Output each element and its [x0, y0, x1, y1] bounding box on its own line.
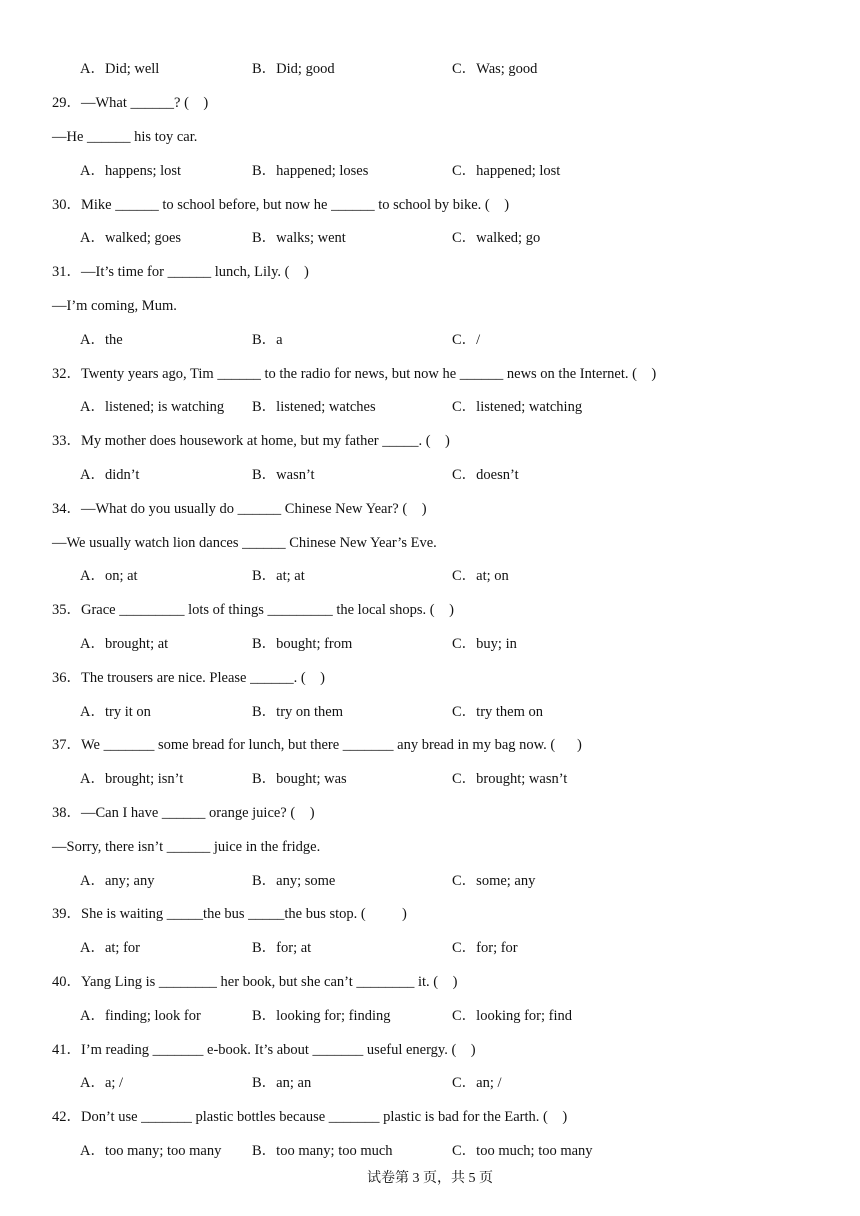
option-a: A．try it on [80, 704, 151, 720]
option-b: B．any; some [252, 873, 336, 889]
option-c: C．doesn’t [452, 467, 519, 483]
question-stem: 31．—It’s time for ______ lunch, Lily. ( ) [52, 264, 309, 280]
option-a: A．walked; goes [80, 230, 182, 246]
question-stem: 33．My mother does housework at home, but my father _____. ( ) [52, 433, 450, 449]
option-b: B．for; at [252, 940, 312, 956]
option-c: C．/ [452, 332, 481, 348]
option-b: B．listened; watches [252, 399, 376, 415]
option-a: A．listened; is watching [80, 399, 225, 415]
option-c: C．for; for [452, 940, 518, 956]
page-footer: 试卷第 3 页，共 5 页 [367, 1171, 493, 1186]
option-c: C．some; any [452, 873, 536, 889]
option-c: C．buy; in [452, 636, 517, 652]
question-stem: 39．She is waiting _____the bus _____the bus stop. ( ) [52, 906, 407, 922]
option-c: C．try them on [452, 704, 544, 720]
option-b: B．a [252, 332, 283, 348]
option-b: B．wasn’t [252, 467, 315, 483]
question-stem: 37．We _______ some bread for lunch, but there _______ any bread in my bag now. ( ) [52, 737, 582, 753]
dialogue-reply: —I’m coming, Mum. [52, 298, 177, 314]
option-a: A．any; any [80, 873, 155, 889]
question-stem: 42．Don’t use _______ plastic bottles because _______ plastic is bad for the Earth. ( ) [52, 1109, 568, 1125]
option-a: A．a; / [80, 1075, 124, 1091]
option-a: A．the [80, 332, 123, 348]
option-b: B．at; at [252, 568, 305, 584]
question-stem: 41．I’m reading _______ e-book. It’s about _______ useful energy. ( ) [52, 1042, 476, 1058]
option-b: B．Did; good [252, 61, 335, 77]
dialogue-reply: —We usually watch lion dances ______ Chinese New Year’s Eve. [52, 535, 437, 551]
question-stem: 34．—What do you usually do ______ Chinese New Year? ( ) [52, 501, 427, 517]
option-c: C．an; / [452, 1075, 502, 1091]
question-stem: 38．—Can I have ______ orange juice? ( ) [52, 805, 315, 821]
question-stem: 35．Grace _________ lots of things _________ the local shops. ( ) [52, 602, 454, 618]
option-c: C．happened; lost [452, 163, 561, 179]
option-a: A．finding; look for [80, 1008, 201, 1024]
question-stem: 30．Mike ______ to school before, but now he ______ to school by bike. ( ) [52, 197, 510, 213]
option-a: A．Did; well [80, 61, 160, 77]
option-c: C．brought; wasn’t [452, 771, 568, 787]
option-a: A．too many; too many [80, 1143, 222, 1159]
option-b: B．too many; too much [252, 1143, 393, 1159]
option-c: C．Was; good [452, 61, 538, 77]
option-b: B．looking for; finding [252, 1008, 391, 1024]
option-b: B．bought; was [252, 771, 347, 787]
option-b: B．an; an [252, 1075, 312, 1091]
dialogue-reply: —Sorry, there isn’t ______ juice in the fridge. [52, 839, 321, 855]
option-a: A．brought; isn’t [80, 771, 184, 787]
question-stem: 32．Twenty years ago, Tim ______ to the radio for news, but now he ______ news on the Internet. ( ) [52, 366, 657, 382]
option-c: C．looking for; find [452, 1008, 573, 1024]
option-c: C．too much; too many [452, 1143, 593, 1159]
question-stem: 36．The trousers are nice. Please ______. ( ) [52, 670, 326, 686]
option-b: B．walks; went [252, 230, 346, 246]
option-b: B．bought; from [252, 636, 353, 652]
dialogue-reply: —He ______ his toy car. [52, 129, 198, 145]
question-stem: 40．Yang Ling is ________ her book, but she can’t ________ it. ( ) [52, 974, 458, 990]
question-stem: 29．—What ______? ( ) [52, 95, 209, 111]
option-c: C．walked; go [452, 230, 541, 246]
option-b: B．try on them [252, 704, 344, 720]
option-a: A．on; at [80, 568, 138, 584]
option-b: B．happened; loses [252, 163, 369, 179]
option-c: C．listened; watching [452, 399, 583, 415]
option-a: A．at; for [80, 940, 140, 956]
option-c: C．at; on [452, 568, 509, 584]
option-a: A．brought; at [80, 636, 169, 652]
option-a: A．happens; lost [80, 163, 182, 179]
option-a: A．didn’t [80, 467, 140, 483]
